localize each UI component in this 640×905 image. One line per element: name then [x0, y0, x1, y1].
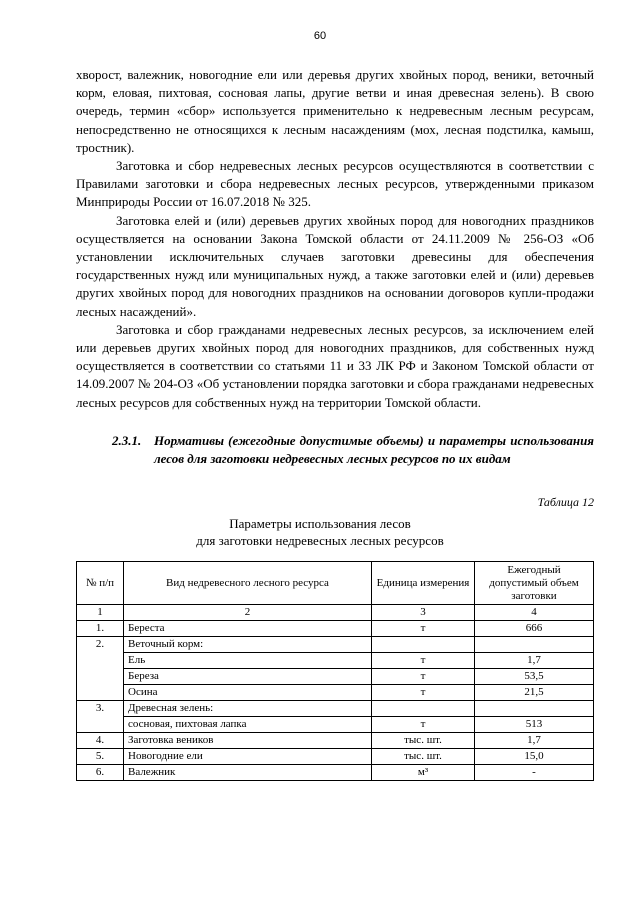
row-unit: т [372, 653, 475, 669]
paragraph: Заготовка и сбор недревесных лесных ресурсов осуществляются в соответствии с Правилами заготовки и сбора недревесных лесных ресурсов, утвержденными приказом Минприроды России от 16.07.2018 № 325. [76, 158, 594, 210]
table-row [77, 717, 594, 733]
section-title: Нормативы (ежегодные допустимые объемы) и параметры использования лесов для заготовки недревесных лесных ресурсов по их видам [154, 433, 594, 466]
header-resource: Вид недревесного лесного ресурса [124, 562, 372, 605]
table-row [77, 669, 594, 685]
row-unit [372, 637, 475, 653]
column-number: 2 [124, 605, 372, 621]
row-number: 5. [77, 749, 124, 765]
row-unit: т [372, 669, 475, 685]
table-row [77, 701, 594, 717]
row-unit: т [372, 685, 475, 701]
row-unit: тыс. шт. [372, 733, 475, 749]
parameters-table [76, 561, 594, 781]
row-volume: - [475, 765, 594, 781]
row-number [77, 653, 124, 669]
row-resource: Новогодние ели [124, 749, 372, 765]
header-volume: Ежегодный допустимый объем заготовки [475, 562, 594, 605]
column-number: 3 [372, 605, 475, 621]
row-number: 1. [77, 621, 124, 637]
row-resource: Береста [124, 621, 372, 637]
header-number: № п/п [77, 562, 124, 605]
row-unit: т [372, 621, 475, 637]
row-volume: 666 [475, 621, 594, 637]
row-number [77, 685, 124, 701]
row-number: 4. [77, 733, 124, 749]
row-volume: 21,5 [475, 685, 594, 701]
row-volume: 513 [475, 717, 594, 733]
page-number: 60 [313, 30, 327, 42]
row-volume: 53,5 [475, 669, 594, 685]
column-number: 4 [475, 605, 594, 621]
table-row [77, 653, 594, 669]
row-volume: 1,7 [475, 733, 594, 749]
table-title [0, 515, 640, 549]
row-resource: Древесная зелень: [124, 701, 372, 717]
row-volume [475, 637, 594, 653]
row-unit: т [372, 717, 475, 733]
paragraph: Заготовка елей и (или) деревьев других хвойных пород для новогодних праздников осуществляется на основании Закона Томской области от 24.11.2009 № 256-ОЗ «Об установлении исключительных случаев заготовки древесины для обеспечения государственных нужд или муниципальных нужд, а также заготовки елей и (или) деревьев других хвойных пород для новогодних праздников на основании договоров купли-продажи лесных насаждений». [76, 212, 594, 319]
table-row [77, 765, 594, 781]
section-heading [112, 432, 594, 468]
table-row [77, 685, 594, 701]
row-resource: сосновая, пихтовая лапка [124, 717, 372, 733]
row-unit: м³ [372, 765, 475, 781]
row-resource: Валежник [124, 765, 372, 781]
table-row [77, 621, 594, 637]
row-resource: Береза [124, 669, 372, 685]
row-number: 3. [77, 701, 124, 717]
row-resource: Веточный корм: [124, 637, 372, 653]
table-title-line: для заготовки недревесных лесных ресурсов [196, 533, 444, 548]
table-row [77, 733, 594, 749]
row-unit: тыс. шт. [372, 749, 475, 765]
row-unit [372, 701, 475, 717]
row-number [77, 717, 124, 733]
column-number: 1 [77, 605, 124, 621]
row-resource: Заготовка веников [124, 733, 372, 749]
body-text [76, 66, 594, 412]
row-resource: Осина [124, 685, 372, 701]
table-title-line: Параметры использования лесов [229, 516, 411, 531]
paragraph: хворост, валежник, новогодние ели или деревья других хвойных пород, веники, веточный корм, еловая, пихтовая, сосновая лапы, другие ветви и иная древесная зелень). В свою очередь, термин «сбор» используется применительно к недревесным лесным ресурсам, непосредственно не относящихся к лесным насаждениям (мох, лесная подстилка, камыш, тростник). [76, 67, 594, 155]
table-label: Таблица 12 [537, 495, 594, 509]
table-row [77, 749, 594, 765]
row-volume [475, 701, 594, 717]
row-number [77, 669, 124, 685]
row-number: 2. [77, 637, 124, 653]
column-numbers-row [77, 605, 594, 621]
row-number: 6. [77, 765, 124, 781]
row-resource: Ель [124, 653, 372, 669]
header-unit: Единица измерения [372, 562, 475, 605]
row-volume: 1,7 [475, 653, 594, 669]
paragraph: Заготовка и сбор гражданами недревесных лесных ресурсов, за исключением елей или деревьев других хвойных пород для новогодних праздников, для собственных нужд осуществляется в соответствии со статьями 11 и 33 ЛК РФ и Законом Томской области от 14.09.2007 № 204-ОЗ «Об установлении порядка заготовки и сбора гражданами недревесных лесных ресурсов для собственных нужд на территории Томской области. [76, 321, 594, 410]
table-row [77, 637, 594, 653]
section-number: 2.3.1. [112, 433, 142, 448]
table-header-row [77, 562, 594, 605]
row-volume: 15,0 [475, 749, 594, 765]
